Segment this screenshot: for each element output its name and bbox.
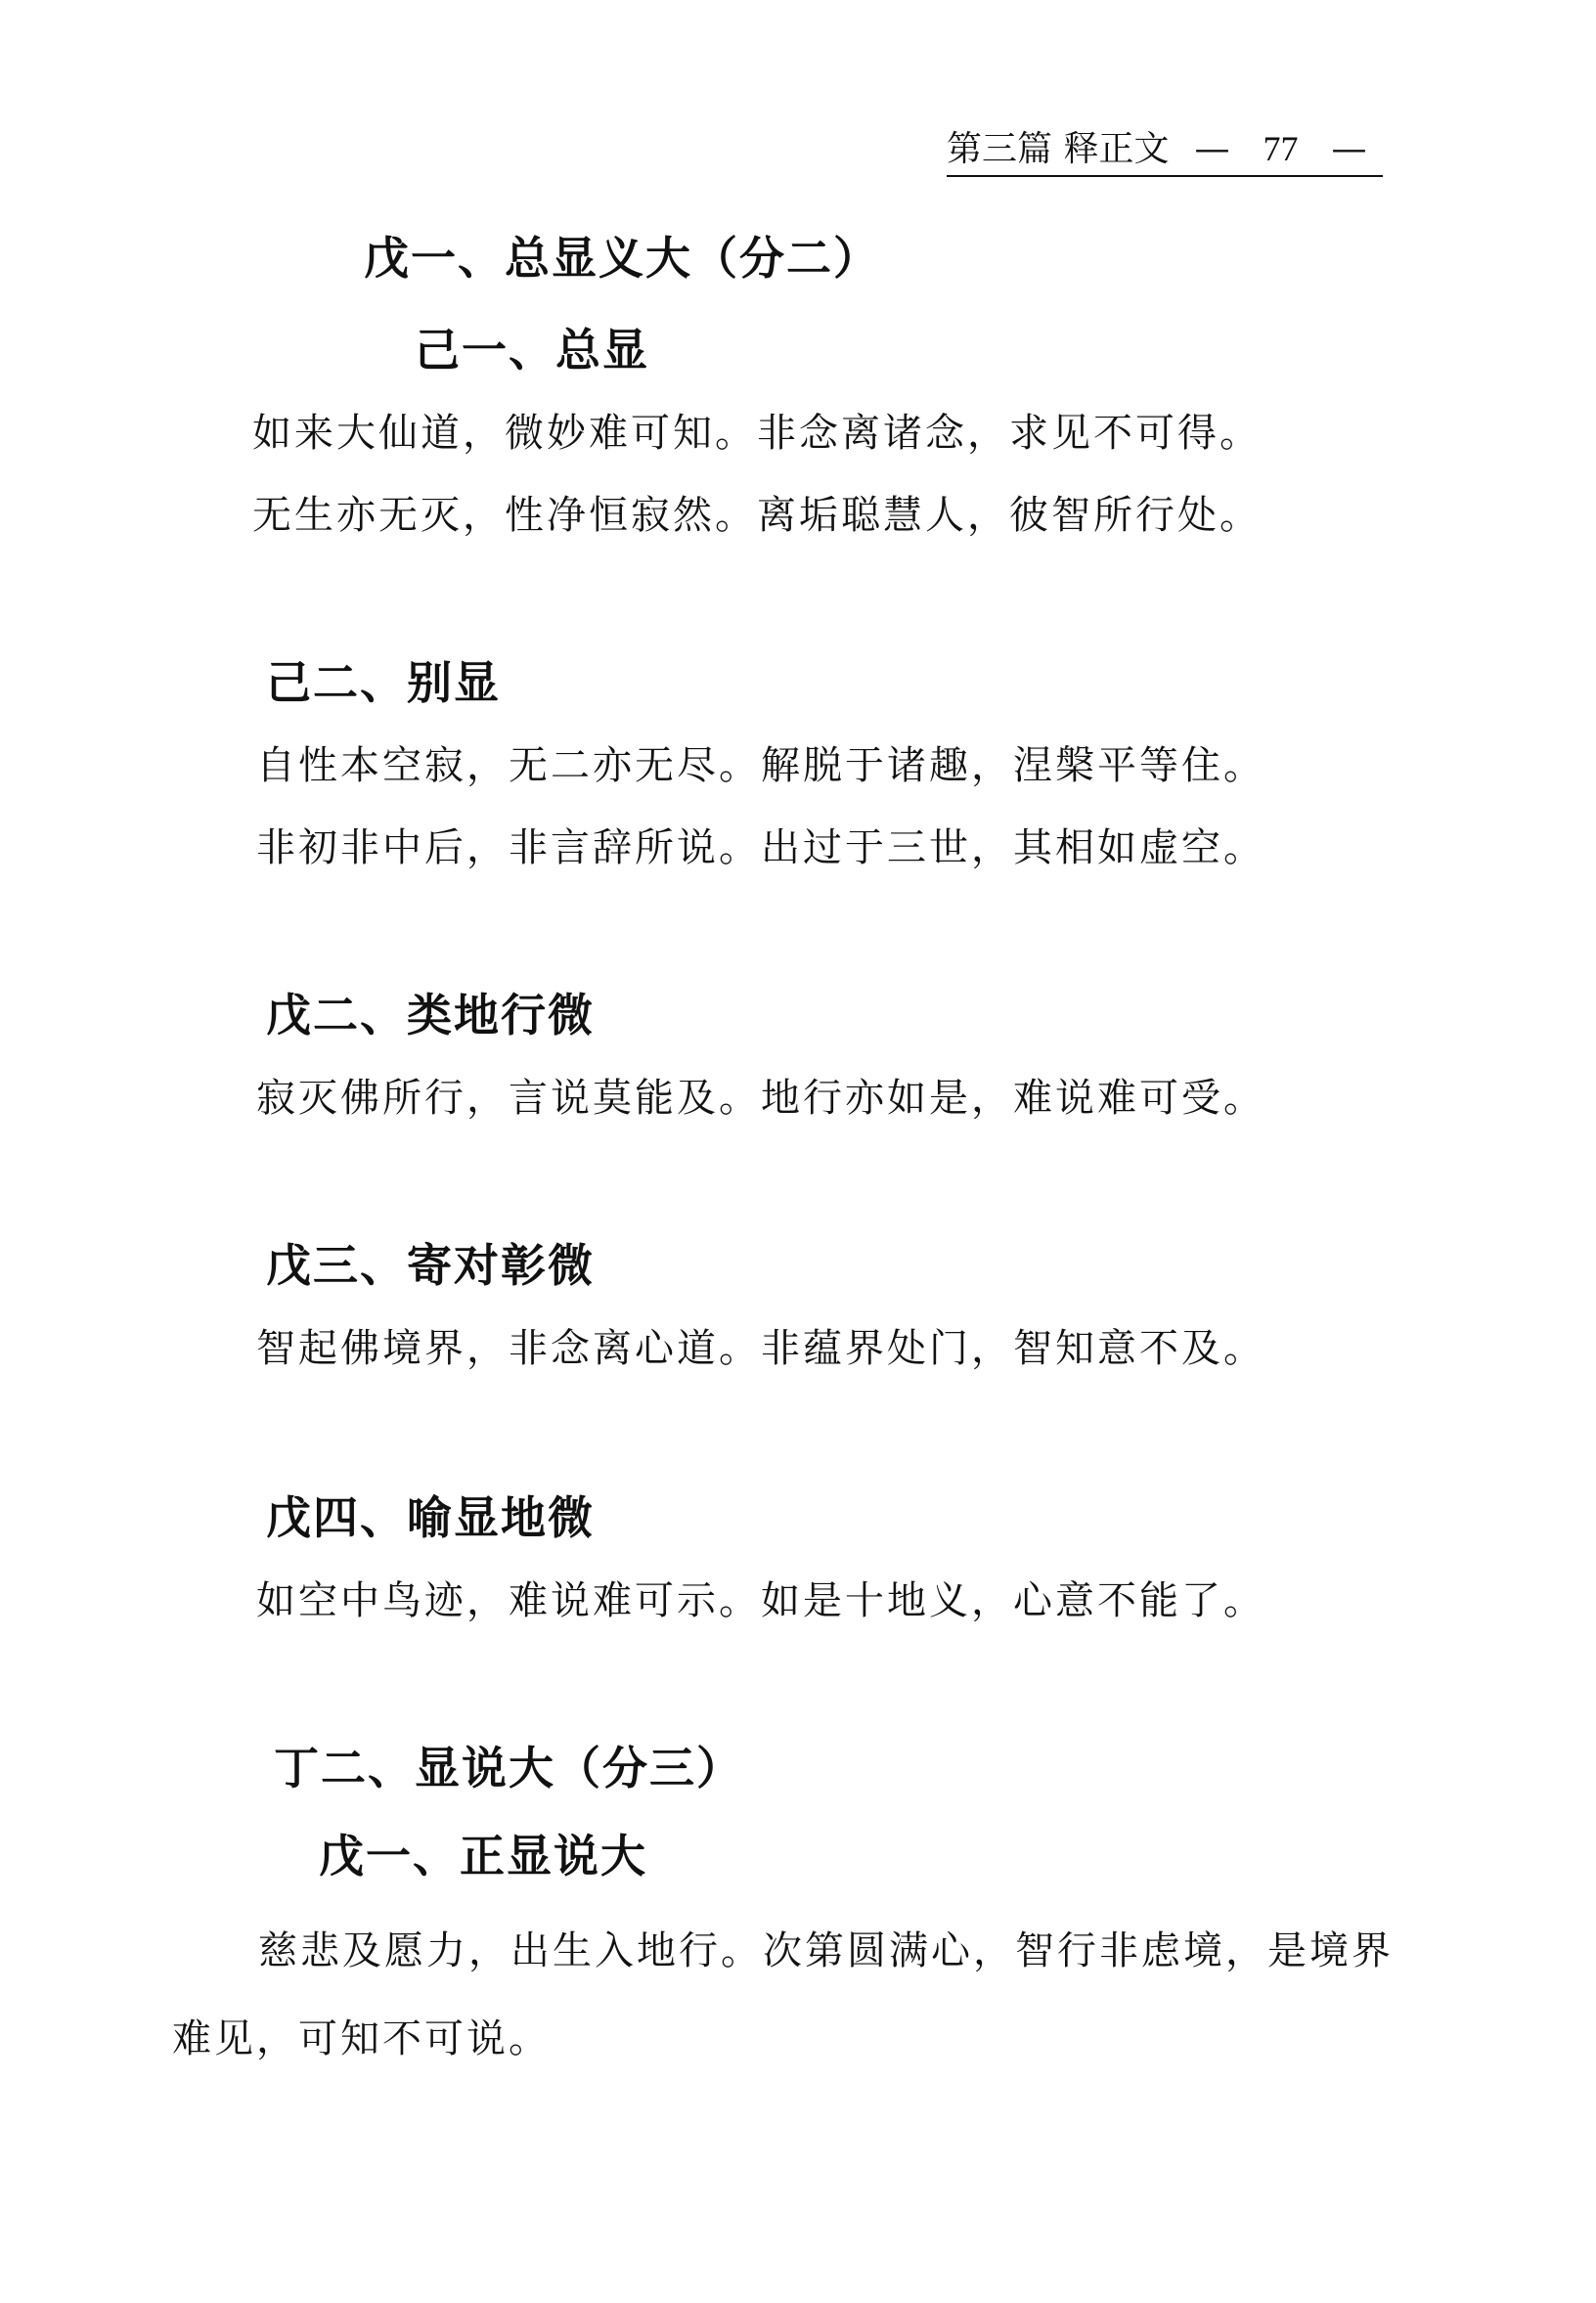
section-heading-wu4: 戊四、喻显地微: [266, 1491, 595, 1544]
running-head-dash-right: —: [1331, 129, 1367, 169]
section-heading-wu3: 戊三、寄对彰微: [266, 1239, 595, 1292]
subsection-heading-ji1: 己一、总显: [415, 324, 649, 376]
subsection-heading-ji2: 己二、别显: [266, 656, 501, 709]
verse-line: 如空中鸟迹，难说难可示。如是十地义，心意不能了。: [256, 1578, 1265, 1623]
verse-line: 寂灭佛所行，言说莫能及。地行亦如是，难说难可受。: [256, 1076, 1265, 1121]
verse-line: 自性本空寂，无二亦无尽。解脱于诸趣，涅槃平等住。: [256, 743, 1265, 788]
section-heading-ding2: 丁二、显说大（分三）: [274, 1742, 743, 1794]
section-heading-wu1: 戊一、总显义大（分二）: [364, 232, 880, 285]
running-head-title: 第三篇 释正文: [947, 129, 1170, 169]
subsection-heading-wu1-zheng: 戊一、正显说大: [319, 1830, 647, 1882]
running-head-dash-left: —: [1194, 129, 1230, 169]
section-heading-wu2: 戊二、类地行微: [266, 989, 595, 1041]
body-paragraph: 慈悲及愿力，出生入地行。次第圆满心，智行非虑境，是境界难见，可知不可说。: [172, 1928, 1394, 2061]
verse-line: 智起佛境界，非念离心道。非蕴界处门，智知意不及。: [256, 1326, 1265, 1371]
page-number: 77: [1263, 129, 1299, 168]
verse-line: 非初非中后，非言辞所说。出过于三世，其相如虚空。: [256, 825, 1265, 870]
verse-line: 如来大仙道，微妙难可知。非念离诸念，求见不可得。: [252, 411, 1262, 456]
running-head: [947, 127, 1383, 177]
verse-line: 无生亦无灭，性净恒寂然。离垢聪慧人，彼智所行处。: [252, 493, 1262, 538]
